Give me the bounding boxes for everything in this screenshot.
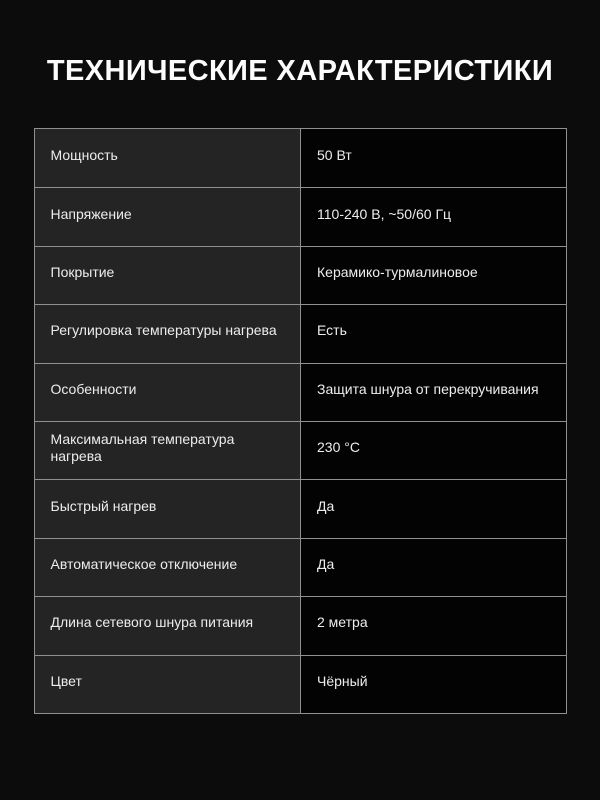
spec-value-cell: Да [300, 539, 566, 596]
spec-label-cell: Цвет [35, 656, 301, 713]
spec-label-cell: Особенности [35, 364, 301, 421]
spec-value-cell: 2 метра [300, 597, 566, 654]
table-row [35, 363, 566, 421]
spec-value-cell: Да [300, 480, 566, 537]
spec-value-cell: Чёрный [300, 656, 566, 713]
spec-label-cell: Покрытие [35, 247, 301, 304]
spec-label-cell: Автоматическое отключение [35, 539, 301, 596]
table-row [35, 538, 566, 596]
page-title: ТЕХНИЧЕСКИЕ ХАРАКТЕРИСТИКИ [46, 55, 554, 87]
table-row [35, 304, 566, 362]
table-row [35, 187, 566, 245]
table-row [35, 246, 566, 304]
spec-label-cell: Напряжение [35, 188, 301, 245]
table-row [35, 129, 566, 187]
spec-value-cell: 110-240 В, ~50/60 Гц [300, 188, 566, 245]
spec-label-cell: Регулировка температуры нагрева [35, 305, 301, 362]
spec-value-cell: Защита шнура от перекручивания [300, 364, 566, 421]
table-row [35, 596, 566, 654]
spec-value-cell: 50 Вт [300, 129, 566, 187]
spec-label-cell: Максимальная температура нагрева [35, 422, 301, 479]
spec-value-cell: 230 °C [300, 422, 566, 479]
spec-label-cell: Быстрый нагрев [35, 480, 301, 537]
spec-value-cell: Есть [300, 305, 566, 362]
spec-table [34, 128, 567, 714]
table-row [35, 655, 566, 713]
table-row [35, 421, 566, 479]
spec-value-cell: Керамико-турмалиновое [300, 247, 566, 304]
spec-label-cell: Мощность [35, 129, 301, 187]
spec-label-cell: Длина сетевого шнура питания [35, 597, 301, 654]
table-row [35, 479, 566, 537]
